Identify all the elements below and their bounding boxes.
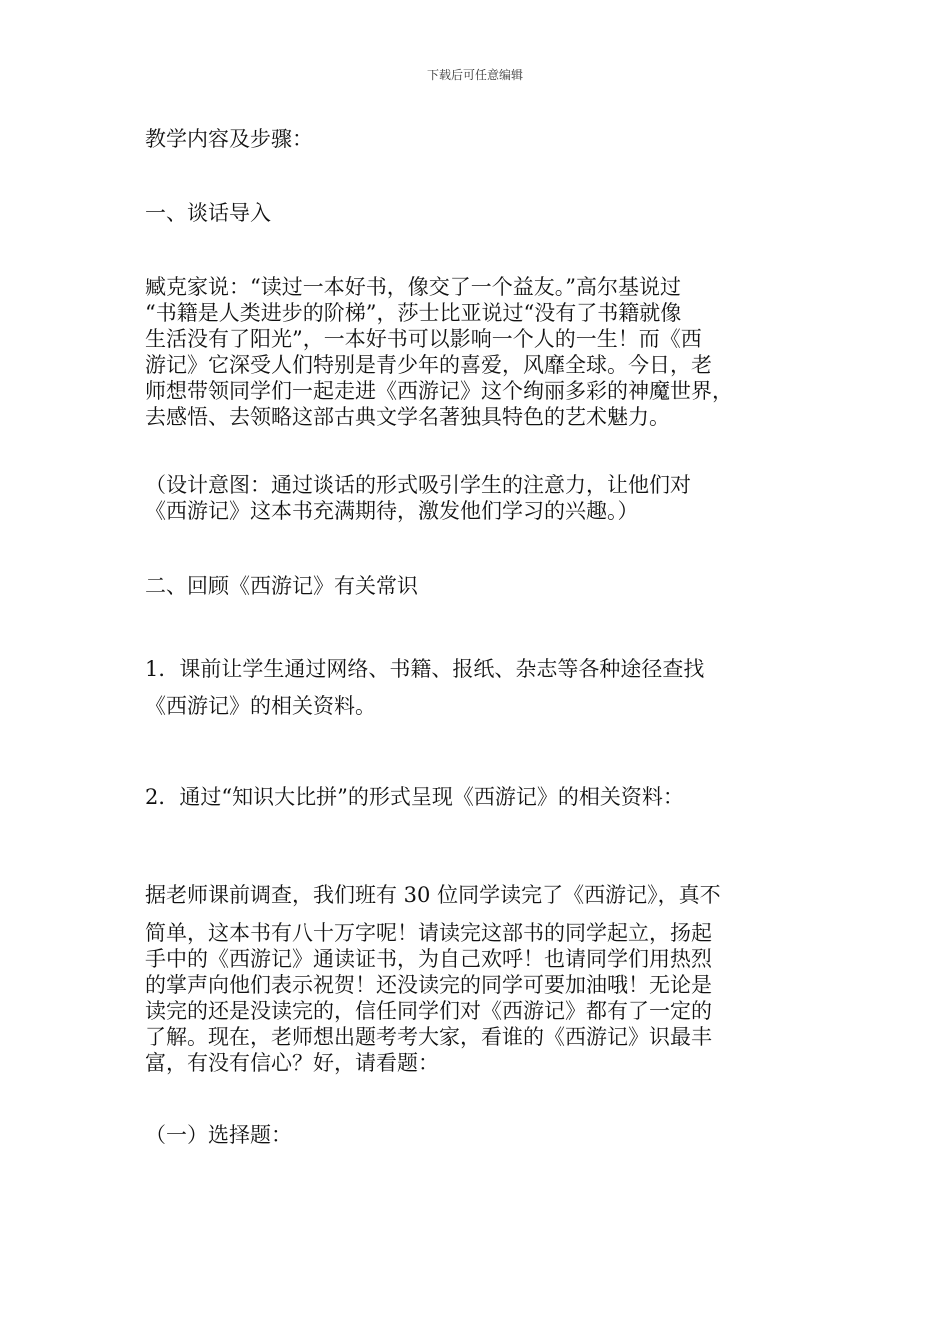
section-label: 教学内容及步骤： <box>145 127 313 151</box>
intro-paragraph <box>145 274 815 430</box>
survey-line: 手中的《西游记》通读证书，为自己欢呼！也请同学们用热烈 <box>145 947 712 971</box>
survey-line: 了解。现在，老师想出题考考大家，看谁的《西游记》识最丰 <box>145 1025 712 1049</box>
item1-paragraph <box>145 651 815 725</box>
page-header: 下载后可任意编辑 <box>426 68 523 82</box>
intro-line: 去感悟、去领略这部古典文学名著独具特色的艺术魅力。 <box>145 405 670 429</box>
design-note-line: （设计意图：通过谈话的形式吸引学生的注意力，让他们对 <box>145 473 691 497</box>
survey-line: 富，有没有信心？好，请看题： <box>145 1051 439 1075</box>
design-note-paragraph <box>145 472 815 524</box>
design-note-line: 《西游记》这本书充满期待，激发他们学习的兴趣。） <box>145 499 639 523</box>
survey-line: 读完的还是没读完的，信任同学们对《西游记》都有了一定的 <box>145 999 712 1023</box>
intro-line: 生活没有了阳光”，一本好书可以影响一个人的一生！而《西 <box>145 327 702 351</box>
intro-line: 臧克家说：“读过一本好书，像交了一个益友。”高尔基说过 <box>145 275 681 299</box>
item2-line: 2．通过“知识大比拼”的形式呈现《西游记》的相关资料： <box>145 785 684 809</box>
intro-line: 师想带领同学们一起走进《西游记》这个绚丽多彩的神魔世界， <box>145 379 733 403</box>
intro-line: “书籍是人类进步的阶梯”，莎士比亚说过“没有了书籍就像 <box>145 301 682 325</box>
choice-heading: （一）选择题： <box>145 1123 292 1147</box>
survey-line: 简单，这本书有八十万字呢！请读完这部书的同学起立，扬起 <box>145 921 712 945</box>
part2-heading: 二、回顾《西游记》有关常识 <box>145 574 418 598</box>
survey-first-line: 据老师课前调查，我们班有 30 位同学读完了《西游记》，真不 <box>145 883 721 907</box>
item1-line: 《西游记》的相关资料。 <box>145 694 376 718</box>
survey-paragraph <box>145 920 815 1076</box>
intro-line: 游记》它深受人们特别是青少年的喜爱，风靡全球。今日，老 <box>145 353 712 377</box>
part1-heading: 一、谈话导入 <box>145 201 271 225</box>
survey-line: 的掌声向他们表示祝贺！还没读完的同学可要加油哦！无论是 <box>145 973 712 997</box>
item1-line: 1．课前让学生通过网络、书籍、报纸、杂志等各种途径查找 <box>145 657 705 681</box>
